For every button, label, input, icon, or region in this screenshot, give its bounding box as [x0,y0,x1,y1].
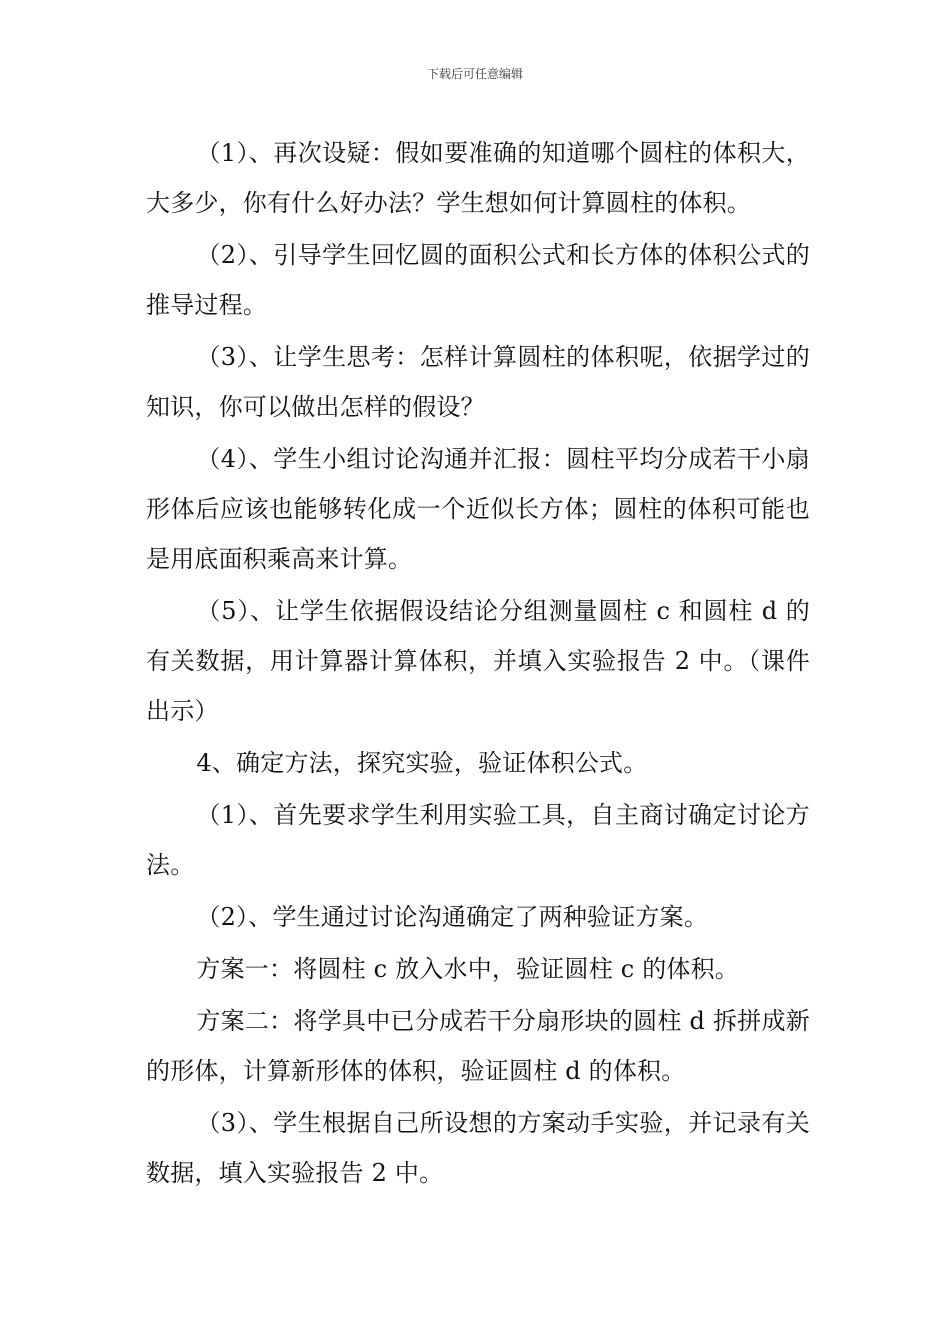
paragraph: （3）、让学生思考：怎样计算圆柱的体积呢，依据学过的知识，你可以做出怎样的假设？ [146,343,810,421]
paragraph: 4、确定方法，探究实验，验证体积公式。 [196,749,648,777]
paragraph: （5）、让学生依据假设结论分组测量圆柱 c 和圆柱 d 的有关数据，用计算器计算体积，并填入实验报告 2 中。（课件出示） [146,597,810,725]
paragraph: 方案一：将圆柱 c 放入水中，验证圆柱 c 的体积。 [196,955,739,983]
paragraph: （3）、学生根据自己所设想的方案动手实验，并记录有关数据，填入实验报告 2 中。 [146,1109,810,1187]
paragraph: （4）、学生小组讨论沟通并汇报：圆柱平均分成若干小扇形体后应该也能够转化成一个近似长方体；圆柱的体积可能也是用底面积乘高来计算。 [146,445,810,573]
paragraph: （2）、引导学生回忆圆的面积公式和长方体的体积公式的推导过程。 [146,241,810,319]
document-body [146,128,810,1200]
page-header: 下载后可任意编辑 [426,67,523,81]
paragraph: 方案二：将学具中已分成若干分扇形块的圆柱 d 拆拼成新的形体，计算新形体的体积，验证圆柱 d 的体积。 [146,1007,810,1085]
paragraph: （2）、学生通过讨论沟通确定了两种验证方案。 [196,903,709,931]
paragraph: （1）、首先要求学生利用实验工具，自主商讨确定讨论方法。 [146,801,810,879]
paragraph: （1）、再次设疑：假如要准确的知道哪个圆柱的体积大，大多少，你有什么好办法？学生想如何计算圆柱的体积。 [146,139,810,217]
